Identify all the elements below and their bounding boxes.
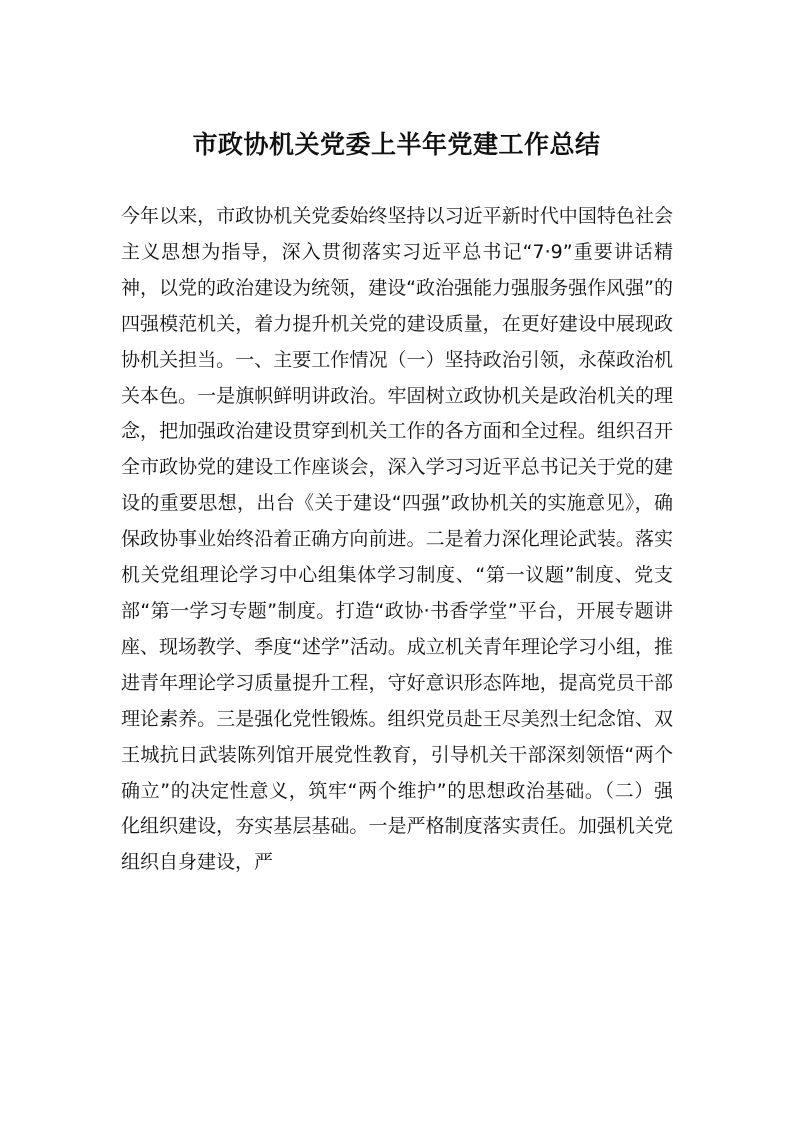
document-body-paragraph: 今年以来，市政协机关党委始终坚持以习近平新时代中国特色社会主义思想为指导，深入贯彻落实习近平总书记“7·9”重要讲话精神，以党的政治建设为统领，建设“政治强能力强服务强作风强”的四强模范机关，着力提升机关党的建设质量，在更好建设中展现政协机关担当。一、主要工作情况（一）坚持政治引领，永葆政治机关本色。一是旗帜鲜明讲政治。牢固树立政协机关是政治机关的理念，把加强政治建设贯穿到机关工作的各方面和全过程。组织召开全市政协党的建设工作座谈会，深入学习习近平总书记关于党的建设的重要思想，出台《关于建设“四强”政协机关的实施意见》，确保政协事业始终沿着正确方向前进。二是着力深化理论武装。落实机关党组理论学习中心组集体学习制度、“第一议题”制度、党支部“第一学习专题”制度。打造“政协·书香学堂”平台，开展专题讲座、现场教学、季度“述学”活动。成立机关青年理论学习小组，推进青年理论学习质量提升工程，守好意识形态阵地，提高党员干部理论素养。三是强化党性锻炼。组织党员赴王尽美烈士纪念馆、双王城抗日武装陈列馆开展党性教育，引导机关干部深刻领悟“两个确立”的决定性意义，筑牢“两个维护”的思想政治基础。（二）强化组织建设，夯实基层基础。一是严格制度落实责任。加强机关党组织自身建设，严 xyxy=(121,205,673,874)
document-title: 市政协机关党委上半年党建工作总结 xyxy=(192,130,601,159)
